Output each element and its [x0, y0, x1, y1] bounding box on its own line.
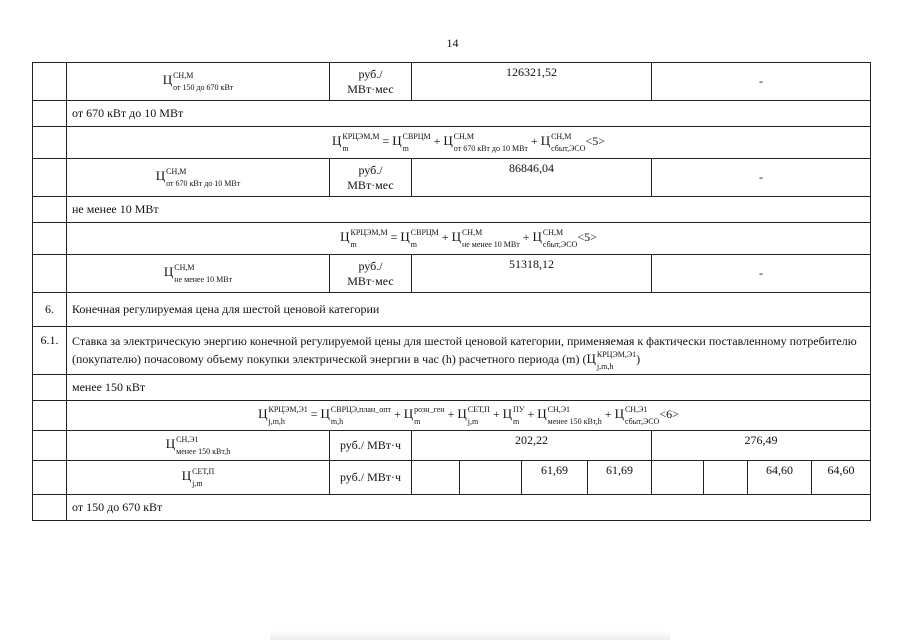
formula-cell: Ц КРЦЭМ,М m = Ц СВРЦМ m + Ц СН,М не менее 10 МВт + Ц СН,М сбыт,ЭСО <5>: [67, 223, 871, 255]
table-row: [33, 101, 871, 127]
value-cell: 64,60: [748, 461, 812, 495]
row-number-cell: [33, 375, 67, 401]
row-number-cell: [33, 431, 67, 461]
section-label: менее 150 кВт: [67, 375, 871, 401]
formula-cell: Ц КРЦЭМ,М m = Ц СВРЦМ m + Ц СН,М от 670 кВт до 10 МВт + Ц СН,М сбыт,ЭСО <5>: [67, 127, 871, 159]
value-cell: 276,49: [652, 431, 871, 461]
symbol-cell: Ц СН,М от 150 до 670 кВт: [67, 63, 330, 101]
table-row: [33, 159, 871, 197]
value-cell: [704, 461, 748, 495]
row-number-cell: [33, 127, 67, 159]
row-number-cell: [33, 63, 67, 101]
symbol-cell: Ц СН,Э1 менее 150 кВт,h: [67, 431, 330, 461]
section-label: от 150 до 670 кВт: [67, 495, 871, 521]
row-number-cell: [33, 401, 67, 431]
row-number-cell: 6.1.: [33, 327, 67, 375]
symbol-cell: Ц СЕТ,П j,m: [67, 461, 330, 495]
row-number-cell: [33, 197, 67, 223]
value-cell: 64,60: [812, 461, 871, 495]
row-number-cell: 6.: [33, 293, 67, 327]
table-row: [33, 293, 871, 327]
unit-cell: руб./ МВт·мес: [330, 63, 412, 101]
section-heading: Конечная регулируемая цена для шестой ценовой категории: [67, 293, 871, 327]
value-cell: 126321,52: [412, 63, 652, 101]
formula-cell: Ц КРЦЭМ,Э1 j,m,h = Ц СВРЦЭ,план_опт m,h + Ц розн_ген m + Ц СЕТ,П j,m + Ц ПУ m + Ц СН,Э1 менее 150 кВт,h + Ц СН,Э1 сбыт,ЭСО <6>: [67, 401, 871, 431]
tariff-table: [32, 62, 871, 521]
section-heading: Ставка за электрическую энергию конечной регулируемой цены для шестой ценовой категории, применяемая к фактически поставленному потребителю (покупателю) почасовому объему покупки электрической энергии в час (h) расчетного периода (m) (Ц КРЦЭМ,Э1 j,m,h ): [67, 327, 871, 375]
row-number-cell: [33, 101, 67, 127]
unit-cell: руб./ МВт·мес: [330, 159, 412, 197]
table-row: [33, 63, 871, 101]
unit-cell: руб./ МВт·мес: [330, 255, 412, 293]
row-number-cell: [33, 159, 67, 197]
unit-cell: руб./ МВт·ч: [330, 431, 412, 461]
table-row: [33, 255, 871, 293]
value-cell: 86846,04: [412, 159, 652, 197]
value-cell: [412, 461, 460, 495]
section-label: не менее 10 МВт: [67, 197, 871, 223]
row-number-cell: [33, 223, 67, 255]
page-number: 14: [446, 36, 459, 50]
row-number-cell: [33, 495, 67, 521]
row-number-cell: [33, 255, 67, 293]
table-row: [33, 431, 871, 461]
table-row: [33, 327, 871, 375]
table-row: [33, 461, 871, 495]
table-row: [33, 375, 871, 401]
dash-cell: -: [652, 255, 871, 293]
row-number-cell: [33, 461, 67, 495]
dash-cell: -: [652, 159, 871, 197]
symbol-cell: Ц СН,М не менее 10 МВт: [67, 255, 330, 293]
symbol-cell: Ц СН,М от 670 кВт до 10 МВт: [67, 159, 330, 197]
value-cell: 61,69: [588, 461, 652, 495]
scan-edge-artifact: [270, 630, 670, 640]
unit-cell: руб./ МВт·ч: [330, 461, 412, 495]
section-label: от 670 кВт до 10 МВт: [67, 101, 871, 127]
table-row: [33, 197, 871, 223]
value-cell: 51318,12: [412, 255, 652, 293]
table-row: [33, 127, 871, 159]
value-cell: 61,69: [522, 461, 588, 495]
value-cell: 202,22: [412, 431, 652, 461]
table-row: [33, 223, 871, 255]
dash-cell: -: [652, 63, 871, 101]
value-cell: [652, 461, 704, 495]
value-cell: [460, 461, 522, 495]
table-row: [33, 401, 871, 431]
table-row: [33, 495, 871, 521]
